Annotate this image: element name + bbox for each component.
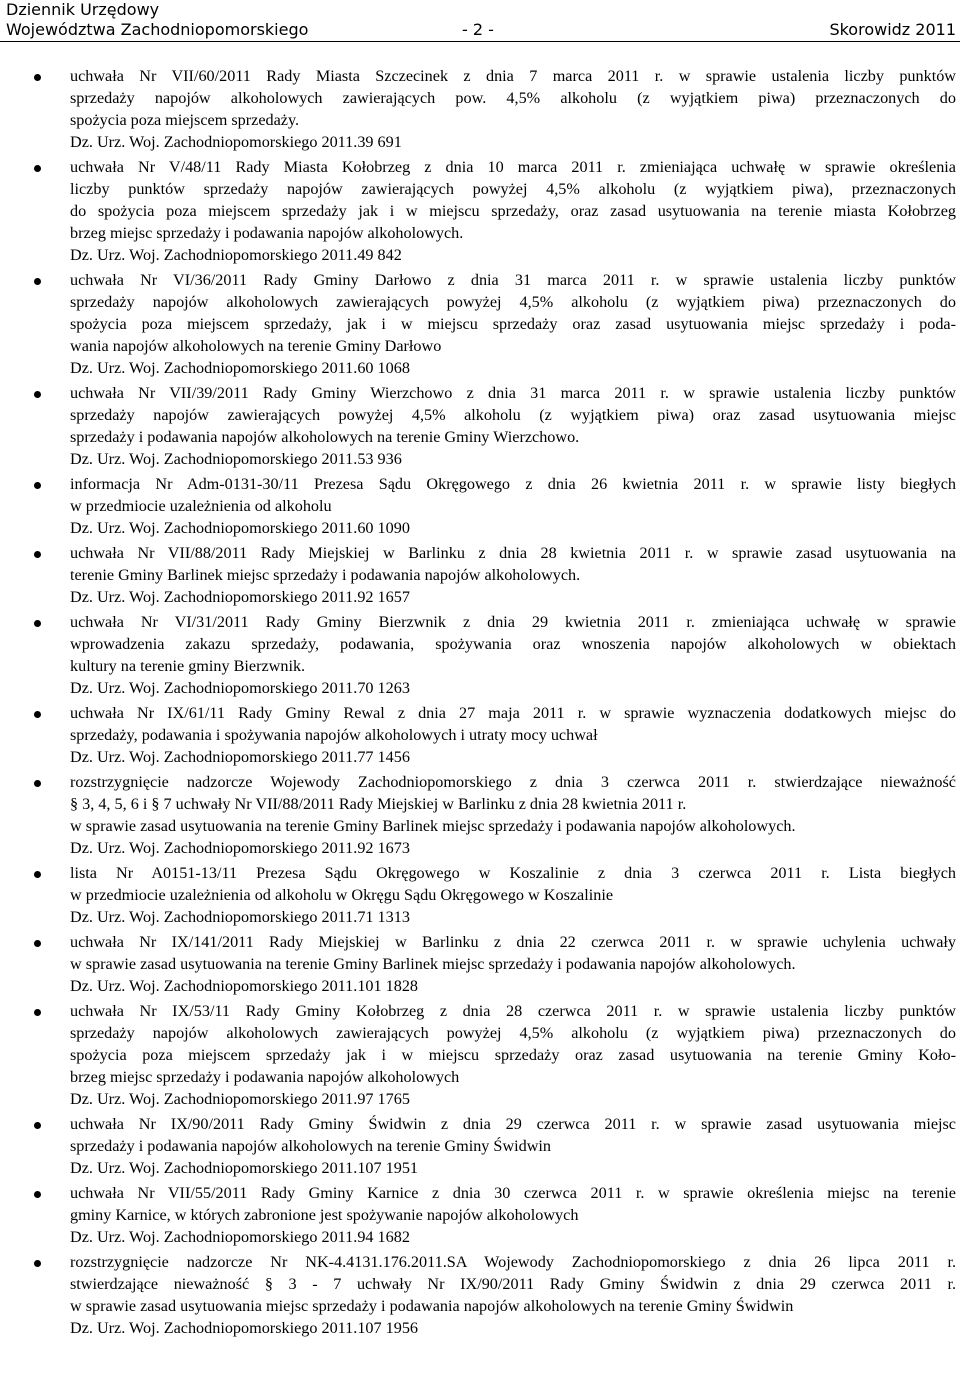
bullet-icon	[34, 1191, 41, 1198]
entry-citation: Dz. Urz. Woj. Zachodniopomorskiego 2011.77 1456	[70, 748, 410, 766]
entry-text-line: kultury na terenie gminy Bierzwnik.	[70, 657, 306, 675]
index-entry	[0, 1251, 960, 1339]
entry-citation: Dz. Urz. Woj. Zachodniopomorskiego 2011.107 1951	[70, 1159, 419, 1177]
running-header	[0, 20, 960, 42]
bullet-icon	[34, 780, 41, 787]
entry-text-line: w sprawie zasad usytuowania na terenie Gminy Barlinek miejsc sprzedaży i podawania napojów alkoholowych.	[70, 955, 796, 973]
index-entry	[0, 611, 960, 699]
entry-citation: Dz. Urz. Woj. Zachodniopomorskiego 2011.92 1673	[70, 839, 410, 857]
entry-citation: Dz. Urz. Woj. Zachodniopomorskiego 2011.60 1068	[70, 359, 410, 377]
entry-citation: Dz. Urz. Woj. Zachodniopomorskiego 2011.92 1657	[70, 588, 410, 606]
index-entry-list	[0, 65, 960, 1342]
bullet-icon	[34, 711, 41, 718]
entry-citation: Dz. Urz. Woj. Zachodniopomorskiego 2011.70 1263	[70, 679, 410, 697]
entry-text-line: spożycia poza miejscem sprzedaży.	[70, 111, 300, 129]
index-entry	[0, 65, 960, 153]
bullet-icon	[34, 871, 41, 878]
entry-text-line: gminy Karnice, w których zabronione jest spożywanie napojów alkoholowych	[70, 1206, 579, 1224]
entry-citation: Dz. Urz. Woj. Zachodniopomorskiego 2011.53 936	[70, 450, 402, 468]
entry-text-line: stwierdzające nieważność § 3 - 7 uchwały Nr IX/90/2011 Rady Gminy Świdwin z dnia 29 czerwca 2011 r.	[70, 1275, 956, 1293]
bullet-icon	[34, 278, 41, 285]
entry-text-line: do spożycia poza miejscem sprzedaży jak i w miejscu sprzedaży, oraz zasad usytuowania na terenie miasta Kołobrzeg	[70, 202, 956, 220]
bullet-icon	[34, 482, 41, 489]
entry-text-line: spożycia poza miejscem sprzedaży, jak i w miejscu sprzedaży oraz zasad usytuowania miejsc sprzedaży i poda-	[70, 315, 956, 333]
entry-text-line: sprzedaży, podawania i spożywania napojów alkoholowych i utraty mocy uchwał	[70, 726, 598, 744]
entry-text-line: sprzedaży napojów zawierających powyżej 4,5% alkoholu (z wyjątkiem piwa) oraz zasad usytuowania miejsc	[70, 406, 956, 424]
entry-text-line: w sprawie zasad usytuowania na terenie Gminy Barlinek miejsc sprzedaży i podawania napojów alkoholowych.	[70, 817, 796, 835]
entry-text-line: sprzedaży i podawania napojów alkoholowych na terenie Gminy Świdwin	[70, 1137, 552, 1155]
entry-citation: Dz. Urz. Woj. Zachodniopomorskiego 2011.71 1313	[70, 908, 410, 926]
entry-text-line: uchwała Nr IX/53/11 Rady Gminy Kołobrzeg z dnia 28 czerwca 2011 r. w sprawie ustalenia liczby punktów	[70, 1002, 956, 1020]
index-entry	[0, 862, 960, 928]
entry-text-line: w sprawie zasad usytuowania miejsc sprzedaży i podawania napojów alkoholowych na terenie Gminy Świdwin	[70, 1297, 794, 1315]
bullet-icon	[34, 551, 41, 558]
index-entry	[0, 269, 960, 379]
entry-citation: Dz. Urz. Woj. Zachodniopomorskiego 2011.94 1682	[70, 1228, 410, 1246]
bullet-icon	[34, 1122, 41, 1129]
entry-text-line: uchwała Nr VII/60/2011 Rady Miasta Szczecinek z dnia 7 marca 2011 r. w sprawie ustalenia liczby punktów	[70, 67, 956, 85]
entry-citation: Dz. Urz. Woj. Zachodniopomorskiego 2011.49 842	[70, 246, 402, 264]
entry-text-line: brzeg miejsc sprzedaży i podawania napojów alkoholowych	[70, 1068, 460, 1086]
entry-text-line: uchwała Nr IX/90/2011 Rady Gminy Świdwin z dnia 29 czerwca 2011 r. w sprawie zasad usytuowania miejsc	[70, 1115, 956, 1133]
index-entry	[0, 542, 960, 608]
entry-text-line: lista Nr A0151-13/11 Prezesa Sądu Okręgowego w Koszalinie z dnia 3 czerwca 2011 r. Lista biegłych	[70, 864, 956, 882]
journal-title: Dziennik Urzędowy	[6, 0, 160, 19]
entry-text-line: wprowadzenia zakazu sprzedaży, podawania, spożywania oraz wnoszenia napojów alkoholowych w obiektach	[70, 635, 956, 653]
entry-text-line: uchwała Nr VI/31/2011 Rady Gminy Bierzwnik z dnia 29 kwietnia 2011 r. zmieniająca uchwałę w sprawie	[70, 613, 956, 631]
entry-text-line: rozstrzygnięcie nadzorcze Wojewody Zachodniopomorskiego z dnia 3 czerwca 2011 r. stwierdzające nieważność	[70, 773, 956, 791]
entry-text-line: sprzedaży i podawania napojów alkoholowych na terenie Gminy Wierzchowo.	[70, 428, 580, 446]
entry-text-line: § 3, 4, 5, 6 i § 7 uchwały Nr VII/88/2011 Rady Miejskiej w Barlinku z dnia 28 kwietnia 2011 r.	[70, 795, 687, 813]
entry-text-line: uchwała Nr VI/36/2011 Rady Gminy Darłowo z dnia 31 marca 2011 r. w sprawie ustalenia liczby punktów	[70, 271, 956, 289]
index-entry	[0, 771, 960, 859]
bullet-icon	[34, 940, 41, 947]
entry-citation: Dz. Urz. Woj. Zachodniopomorskiego 2011.60 1090	[70, 519, 410, 537]
index-entry	[0, 382, 960, 470]
bullet-icon	[34, 1009, 41, 1016]
section-title: Skorowidz 2011	[829, 20, 956, 39]
entry-text-line: spożycia poza miejscem sprzedaży jak i w miejscu sprzedaży oraz zasad usytuowania na terenie Gminy Koło-	[70, 1046, 956, 1064]
entry-text-line: rozstrzygnięcie nadzorcze Nr NK-4.4131.176.2011.SA Wojewody Zachodniopomorskiego z dnia 26 lipca 2011 r.	[70, 1253, 956, 1271]
entry-text-line: wania napojów alkoholowych na terenie Gminy Darłowo	[70, 337, 442, 355]
index-entry	[0, 1113, 960, 1179]
index-entry	[0, 473, 960, 539]
entry-text-line: brzeg miejsc sprzedaży i podawania napojów alkoholowych.	[70, 224, 464, 242]
entry-citation: Dz. Urz. Woj. Zachodniopomorskiego 2011.97 1765	[70, 1090, 410, 1108]
entry-text-line: uchwała Nr IX/141/2011 Rady Miejskiej w Barlinku z dnia 22 czerwca 2011 r. w sprawie uchylenia uchwały	[70, 933, 956, 951]
index-entry	[0, 931, 960, 997]
entry-text-line: informacja Nr Adm-0131-30/11 Prezesa Sądu Okręgowego z dnia 26 kwietnia 2011 r. w sprawie listy biegłych	[70, 475, 956, 493]
entry-text-line: w przedmiocie uzależnienia od alkoholu	[70, 497, 332, 515]
entry-citation: Dz. Urz. Woj. Zachodniopomorskiego 2011.101 1828	[70, 977, 419, 995]
entry-text-line: liczby punktów sprzedaży napojów zawierających powyżej 4,5% alkoholu (z wyjątkiem piwa), przeznaczonych	[70, 180, 956, 198]
entry-text-line: sprzedaży napojów alkoholowych zawierających pow. 4,5% alkoholu (z wyjątkiem piwa) przeznaczonych do	[70, 89, 956, 107]
entry-text-line: sprzedaży napojów alkoholowych zawierających powyżej 4,5% alkoholu (z wyjątkiem piwa) przeznaczonych do	[70, 293, 956, 311]
bullet-icon	[34, 1260, 41, 1267]
entry-text-line: terenie Gminy Barlinek miejsc sprzedaży i podawania napojów alkoholowych.	[70, 566, 581, 584]
index-entry	[0, 1000, 960, 1110]
entry-text-line: uchwała Nr VII/39/2011 Rady Gminy Wierzchowo z dnia 31 marca 2011 r. w sprawie ustalenia liczby punktów	[70, 384, 956, 402]
index-entry	[0, 1182, 960, 1248]
entry-text-line: uchwała Nr IX/61/11 Rady Gminy Rewal z dnia 27 maja 2011 r. w sprawie wyznaczenia dodatkowych miejsc do	[70, 704, 956, 722]
bullet-icon	[34, 620, 41, 627]
bullet-icon	[34, 165, 41, 172]
entry-text-line: uchwała Nr VII/88/2011 Rady Miejskiej w Barlinku z dnia 28 kwietnia 2011 r. w sprawie zasad usytuowania na	[70, 544, 956, 562]
index-entry	[0, 702, 960, 768]
entry-citation: Dz. Urz. Woj. Zachodniopomorskiego 2011.39 691	[70, 133, 402, 151]
region-name: Województwa Zachodniopomorskiego	[6, 20, 309, 39]
page-number: - 2 -	[462, 20, 494, 39]
entry-text-line: w przedmiocie uzależnienia od alkoholu w Okręgu Sądu Okręgowego w Koszalinie	[70, 886, 614, 904]
index-entry	[0, 156, 960, 266]
bullet-icon	[34, 391, 41, 398]
entry-text-line: sprzedaży napojów alkoholowych zawierających powyżej 4,5% alkoholu (z wyjątkiem piwa) przeznaczonych do	[70, 1024, 956, 1042]
bullet-icon	[34, 74, 41, 81]
entry-text-line: uchwała Nr V/48/11 Rady Miasta Kołobrzeg z dnia 10 marca 2011 r. zmieniająca uchwałę w sprawie określenia	[70, 158, 956, 176]
entry-text-line: uchwała Nr VII/55/2011 Rady Gminy Karnice z dnia 30 czerwca 2011 r. w sprawie określenia miejsc na terenie	[70, 1184, 956, 1202]
entry-citation: Dz. Urz. Woj. Zachodniopomorskiego 2011.107 1956	[70, 1319, 419, 1337]
